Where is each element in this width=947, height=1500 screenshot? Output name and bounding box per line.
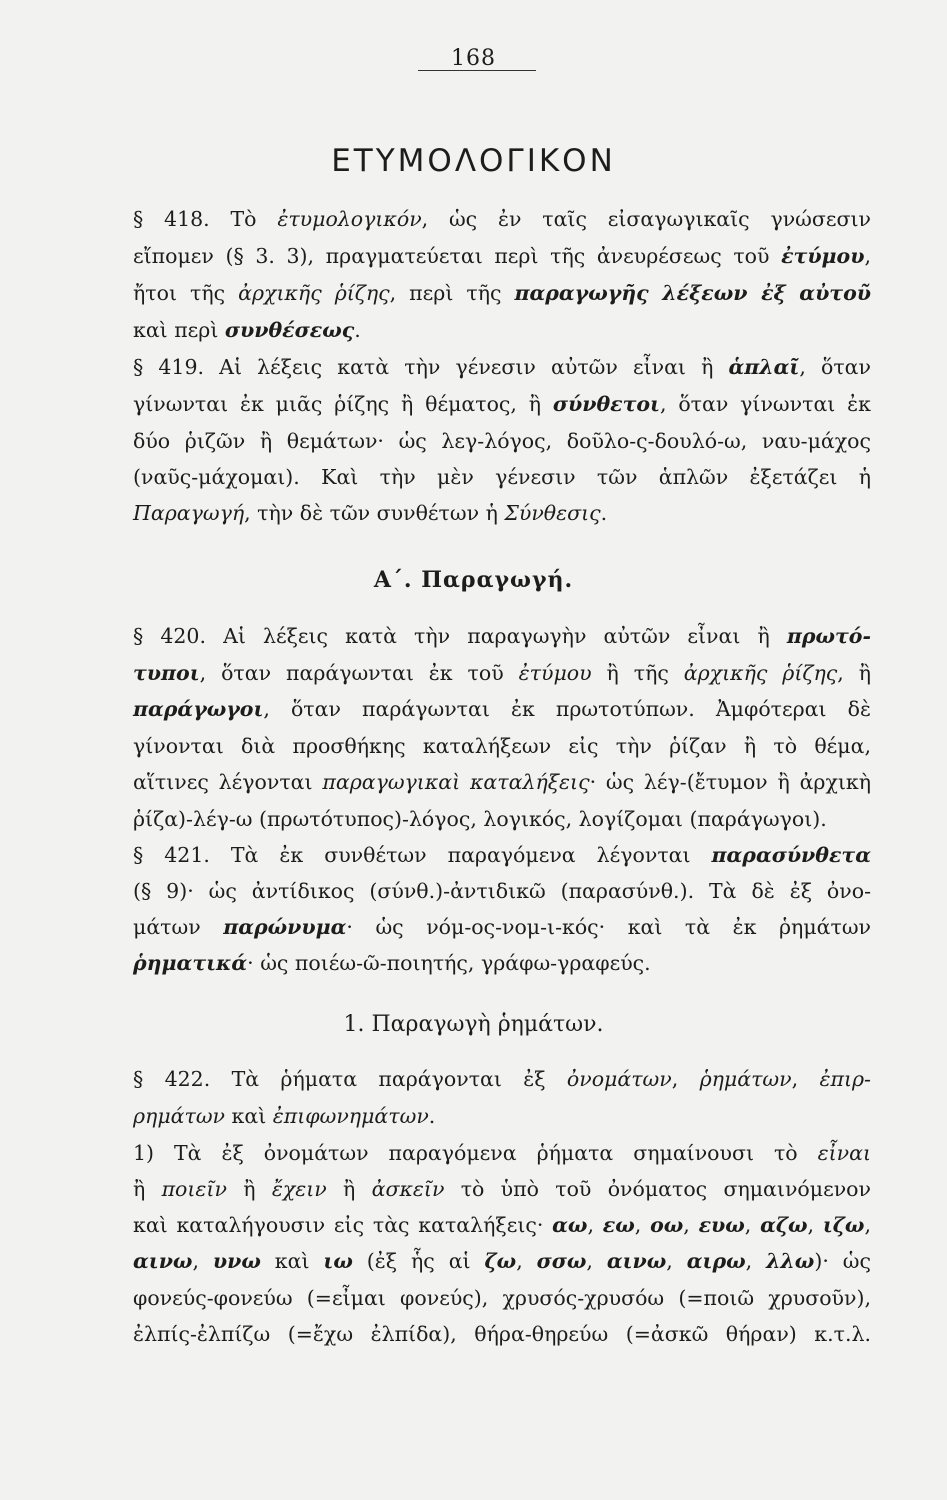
text-line: γίνωνται ἐκ μιᾶς ῥίζης ἢ θέματος, ἢ σύνθετοι, ὅταν γίνωνται ἐκ [133, 392, 871, 416]
text-line: δύο ῥιζῶν ἢ θεμάτων· ὡς λεγ-λόγος, δοῦλο-ς-δουλό-ω, ναυ-μάχος [133, 429, 871, 453]
page-number: 168 [451, 46, 496, 71]
text-line: (ναῦς-μάχομαι). Καὶ τὴν μὲν γένεσιν τῶν ἁπλῶν ἐξετάζει ἡ [133, 465, 871, 489]
text-line: φονεύς-φονεύω (=εἶμαι φονεύς), χρυσός-χρυσόω (=ποιῶ χρυσοῦν), [133, 1286, 871, 1310]
text-line: § 420. Αἱ λέξεις κατὰ τὴν παραγωγὴν αὐτῶν εἶναι ἢ πρωτό- [133, 624, 871, 648]
text-line: ἐλπίς-ἐλπίζω (=ἔχω ἐλπίδα), θήρα-θηρεύω (=ἀσκῶ θήραν) κ.τ.λ. [133, 1322, 871, 1346]
text-line: § 421. Τὰ ἐκ συνθέτων παραγόμενα λέγονται παρασύνθετα [133, 843, 871, 867]
text-line: ἤτοι τῆς ἀρχικῆς ῥίζης, περὶ τῆς παραγωγῆς λέξεων ἐξ αὐτοῦ [133, 281, 871, 305]
text-line: 1) Τὰ ἐξ ὀνομάτων παραγόμενα ῥήματα σημαίνουσι τὸ εἶναι [133, 1141, 871, 1165]
text-line: ῥίζα)-λέγ-ω (πρωτότυπος)-λόγος, λογικός, λογίζομαι (παράγωγοι). [133, 807, 827, 831]
text-line: (§ 9)· ὡς ἀντίδικος (σύνθ.)-ἀντιδικῶ (παρασύνθ.). Τὰ δὲ ἐξ ὀνο- [133, 879, 871, 903]
text-line: παράγωγοι, ὅταν παράγωνται ἐκ πρωτοτύπων. Ἀμφότεραι δὲ [133, 697, 871, 721]
text-line: ἢ ποιεῖν ἢ ἔχειν ἢ ἀσκεῖν τὸ ὑπὸ τοῦ ὀνόματος σημαινόμενον [133, 1177, 871, 1201]
page-title: ΕΤΥΜΟΛΟΓΙΚΟΝ [331, 143, 616, 179]
text-line: γίνονται διὰ προσθήκης καταλήξεων εἰς τὴν ῥίζαν ἢ τὸ θέμα, [133, 734, 871, 758]
text-line: μάτων παρώνυμα· ὡς νόμ-ος-νομ-ι-κός· καὶ τὰ ἐκ ῥημάτων [133, 915, 872, 939]
text-line: καὶ καταλήγουσιν εἰς τὰς καταλήξεις· αω, εω, οω, ευω, αζω, ιζω, [133, 1213, 871, 1237]
section-heading: Α΄. Παραγωγή. [373, 567, 574, 593]
text-line: καὶ περὶ συνθέσεως. [133, 318, 361, 342]
text-line: ρημάτων καὶ ἐπιφωνημάτων. [133, 1104, 436, 1128]
subheading: 1. Παραγωγὴ ῥημάτων. [343, 1012, 604, 1037]
text-line: τυποι, ὅταν παράγωνται ἐκ τοῦ ἐτύμου ἢ τῆς ἀρχικῆς ῥίζης, ἢ [133, 661, 871, 685]
page-number-rule [418, 70, 536, 71]
text-line: § 419. Αἱ λέξεις κατὰ τὴν γένεσιν αὐτῶν εἶναι ἢ ἁπλαῖ, ὅταν [133, 355, 871, 379]
text-line: Παραγωγή, τὴν δὲ τῶν συνθέτων ἡ Σύνθεσις. [133, 501, 608, 525]
text-line: § 418. Τὸ ἐτυμολογικόν, ὡς ἐν ταῖς εἰσαγωγικαῖς γνώσεσιν [133, 207, 871, 231]
text-line: αἵτινες λέγονται παραγωγικαὶ καταλήξεις· ὡς λέγ-(ἔτυμον ἢ ἀρχικὴ [133, 770, 872, 794]
text-line: § 422. Τὰ ῥήματα παράγονται ἐξ ὀνομάτων, ῥημάτων, ἐπιρ- [133, 1067, 871, 1091]
text-line: εἴπομεν (§ 3. 3), πραγματεύεται περὶ τῆς ἀνευρέσεως τοῦ ἐτύμου, [133, 244, 871, 268]
text-line: ῥηματικά· ὡς ποιέω-ῶ-ποιητής, γράφω-γραφεύς. [133, 951, 651, 975]
text-line: αινω, υνω καὶ ιω (ἐξ ἧς αἱ ζω, σσω, αινω, αιρω, λλω)· ὡς [133, 1249, 871, 1273]
